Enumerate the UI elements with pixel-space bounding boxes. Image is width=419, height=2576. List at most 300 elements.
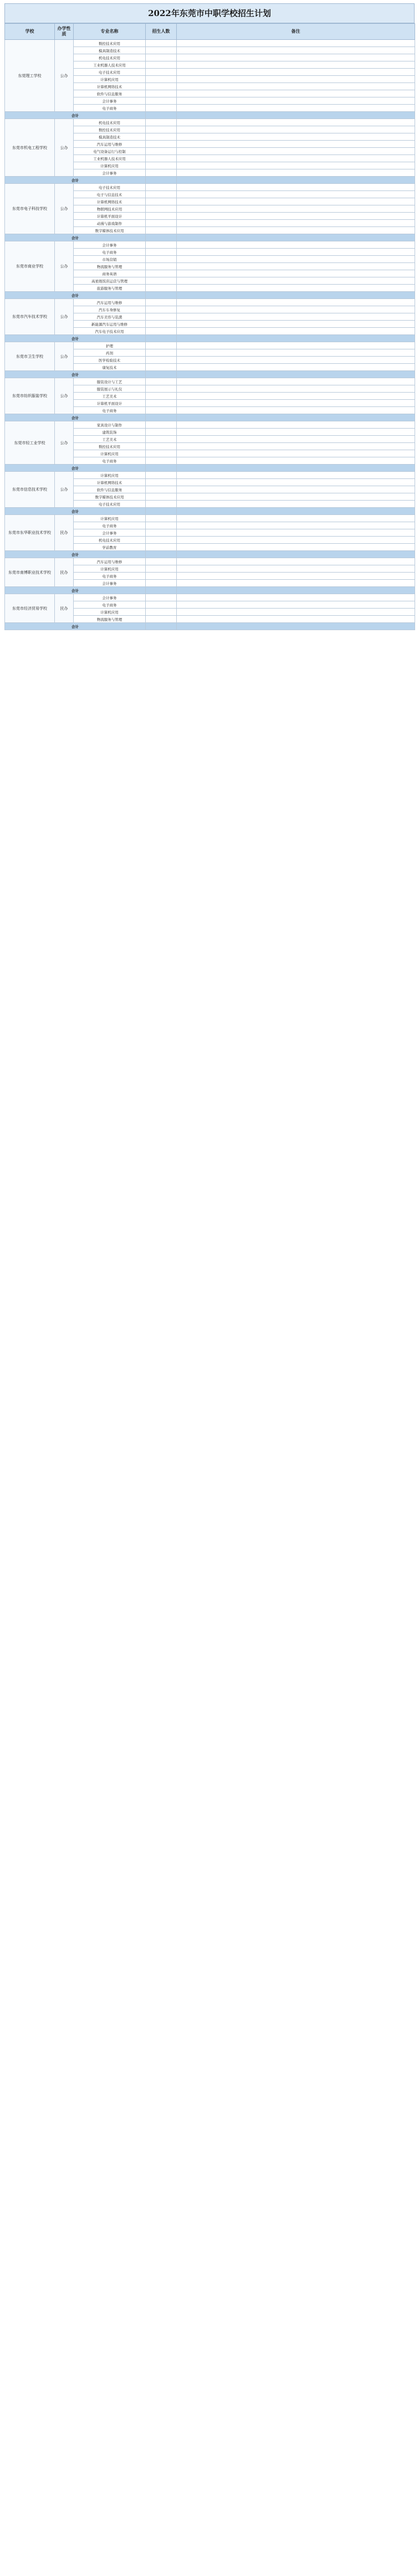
subtotal-count xyxy=(146,465,177,472)
subtotal-count xyxy=(146,414,177,421)
note-cell xyxy=(177,443,415,450)
school-name-cell: 东莞市卫生学校 xyxy=(5,342,55,371)
major-cell: 高星级饭店运营与管理 xyxy=(74,277,146,285)
count-cell xyxy=(146,155,177,162)
major-cell: 模具制造技术 xyxy=(74,133,146,141)
school-name-cell: 东莞市南博职业技术学校 xyxy=(5,558,55,587)
note-cell xyxy=(177,429,415,436)
major-cell: 服装设计与工艺 xyxy=(74,378,146,385)
major-cell: 汽车运用与维修 xyxy=(74,299,146,306)
major-cell: 商务英语 xyxy=(74,270,146,277)
note-cell xyxy=(177,155,415,162)
subtotal-row xyxy=(5,234,415,241)
school-type-cell: 公办 xyxy=(55,378,74,414)
subtotal-row xyxy=(5,465,415,472)
school-type-cell: 公办 xyxy=(55,40,74,112)
count-cell xyxy=(146,256,177,263)
school-name-cell: 东莞市汽车技术学校 xyxy=(5,299,55,335)
subtotal-row xyxy=(5,508,415,515)
subtotal-note xyxy=(177,292,415,299)
note-cell xyxy=(177,105,415,112)
major-cell: 电子商务 xyxy=(74,249,146,256)
school-name-cell: 东莞市机电工程学校 xyxy=(5,119,55,177)
major-cell: 电子技术应用 xyxy=(74,184,146,191)
note-cell xyxy=(177,162,415,169)
note-cell xyxy=(177,69,415,76)
school-type-cell: 民办 xyxy=(55,594,74,623)
note-cell xyxy=(177,306,415,313)
count-cell xyxy=(146,54,177,61)
enrollment-table xyxy=(4,23,415,630)
count-cell xyxy=(146,357,177,364)
count-cell xyxy=(146,249,177,256)
major-cell: 计算机网络技术 xyxy=(74,479,146,486)
count-cell xyxy=(146,162,177,169)
school-name-cell: 东莞市信息技术学校 xyxy=(5,472,55,508)
major-cell: 计算机应用 xyxy=(74,472,146,479)
subtotal-note xyxy=(177,465,415,472)
subtotal-note xyxy=(177,508,415,515)
note-cell xyxy=(177,241,415,249)
subtotal-label: 合计 xyxy=(5,587,146,594)
major-cell: 电子技术应用 xyxy=(74,501,146,508)
school-type-cell: 公办 xyxy=(55,421,74,465)
school-name-cell: 东莞市电子科技学校 xyxy=(5,184,55,234)
count-cell xyxy=(146,580,177,587)
major-cell: 动漫与游戏制作 xyxy=(74,220,146,227)
count-cell xyxy=(146,501,177,508)
major-cell: 数字媒体技术应用 xyxy=(74,227,146,234)
table-row xyxy=(5,421,415,429)
subtotal-note xyxy=(177,112,415,119)
note-cell xyxy=(177,277,415,285)
major-cell: 软件与信息服务 xyxy=(74,486,146,493)
school-name-cell: 东莞市商业学校 xyxy=(5,241,55,292)
major-cell: 计算机网络技术 xyxy=(74,83,146,90)
page xyxy=(4,3,415,630)
table-row xyxy=(5,594,415,601)
subtotal-label: 合计 xyxy=(5,292,146,299)
count-cell xyxy=(146,119,177,126)
count-cell xyxy=(146,429,177,436)
table-row xyxy=(5,40,415,47)
note-cell xyxy=(177,457,415,465)
note-cell xyxy=(177,450,415,457)
note-cell xyxy=(177,594,415,601)
count-cell xyxy=(146,169,177,177)
note-cell xyxy=(177,400,415,407)
count-cell xyxy=(146,565,177,573)
subtotal-note xyxy=(177,623,415,630)
major-cell: 家具设计与制作 xyxy=(74,421,146,429)
note-cell xyxy=(177,357,415,364)
note-cell xyxy=(177,364,415,371)
count-cell xyxy=(146,436,177,443)
major-cell: 电子与信息技术 xyxy=(74,191,146,198)
major-cell: 会计事务 xyxy=(74,529,146,537)
table-row xyxy=(5,184,415,191)
count-cell xyxy=(146,472,177,479)
count-cell xyxy=(146,479,177,486)
major-cell: 工艺美术 xyxy=(74,436,146,443)
column-header: 学校 xyxy=(5,24,55,40)
major-cell: 康复技术 xyxy=(74,364,146,371)
count-cell xyxy=(146,493,177,501)
table-row xyxy=(5,515,415,522)
note-cell xyxy=(177,385,415,393)
note-cell xyxy=(177,580,415,587)
count-cell xyxy=(146,328,177,335)
note-cell xyxy=(177,256,415,263)
major-cell: 计算机网络技术 xyxy=(74,198,146,205)
major-cell: 机电技术应用 xyxy=(74,54,146,61)
school-type-cell: 公办 xyxy=(55,119,74,177)
major-cell: 汽车车身修复 xyxy=(74,306,146,313)
count-cell xyxy=(146,97,177,105)
count-cell xyxy=(146,126,177,133)
school-type-cell: 公办 xyxy=(55,342,74,371)
subtotal-count xyxy=(146,292,177,299)
major-cell: 计算机应用 xyxy=(74,565,146,573)
subtotal-note xyxy=(177,177,415,184)
count-cell xyxy=(146,205,177,213)
count-cell xyxy=(146,270,177,277)
school-name-cell: 东莞市纺织服装学校 xyxy=(5,378,55,414)
note-cell xyxy=(177,601,415,609)
note-cell xyxy=(177,61,415,69)
count-cell xyxy=(146,105,177,112)
count-cell xyxy=(146,69,177,76)
subtotal-count xyxy=(146,177,177,184)
count-cell xyxy=(146,529,177,537)
subtotal-count xyxy=(146,371,177,378)
note-cell xyxy=(177,378,415,385)
note-cell xyxy=(177,249,415,256)
major-cell: 模具制造技术 xyxy=(74,47,146,54)
table-row xyxy=(5,558,415,565)
table-row xyxy=(5,342,415,349)
table-row xyxy=(5,378,415,385)
note-cell xyxy=(177,133,415,141)
note-cell xyxy=(177,537,415,544)
count-cell xyxy=(146,544,177,551)
table-body xyxy=(5,40,415,630)
count-cell xyxy=(146,457,177,465)
school-type-cell: 公办 xyxy=(55,241,74,292)
count-cell xyxy=(146,285,177,292)
note-cell xyxy=(177,148,415,155)
note-cell xyxy=(177,83,415,90)
major-cell: 电子技术应用 xyxy=(74,69,146,76)
count-cell xyxy=(146,191,177,198)
major-cell: 会计事务 xyxy=(74,580,146,587)
subtotal-count xyxy=(146,551,177,558)
note-cell xyxy=(177,76,415,83)
column-header: 招生人数 xyxy=(146,24,177,40)
count-cell xyxy=(146,306,177,313)
major-cell: 会计事务 xyxy=(74,241,146,249)
note-cell xyxy=(177,47,415,54)
note-cell xyxy=(177,321,415,328)
major-cell: 建筑装饰 xyxy=(74,429,146,436)
count-cell xyxy=(146,378,177,385)
note-cell xyxy=(177,205,415,213)
note-cell xyxy=(177,119,415,126)
subtotal-note xyxy=(177,335,415,342)
school-type-cell: 民办 xyxy=(55,558,74,587)
major-cell: 电气设备运行与控制 xyxy=(74,148,146,155)
count-cell xyxy=(146,515,177,522)
major-cell: 汽车美容与装潢 xyxy=(74,313,146,321)
note-cell xyxy=(177,328,415,335)
count-cell xyxy=(146,61,177,69)
note-cell xyxy=(177,529,415,537)
major-cell: 工艺美术 xyxy=(74,393,146,400)
subtotal-label: 合计 xyxy=(5,335,146,342)
major-cell: 物联网技术应用 xyxy=(74,205,146,213)
subtotal-count xyxy=(146,587,177,594)
note-cell xyxy=(177,342,415,349)
subtotal-label: 合计 xyxy=(5,623,146,630)
note-cell xyxy=(177,436,415,443)
count-cell xyxy=(146,393,177,400)
note-cell xyxy=(177,270,415,277)
count-cell xyxy=(146,227,177,234)
count-cell xyxy=(146,342,177,349)
school-type-cell: 公办 xyxy=(55,472,74,508)
major-cell: 物流服务与管理 xyxy=(74,616,146,623)
major-cell: 软件与信息服务 xyxy=(74,90,146,97)
note-cell xyxy=(177,191,415,198)
subtotal-note xyxy=(177,234,415,241)
note-cell xyxy=(177,198,415,205)
count-cell xyxy=(146,421,177,429)
school-name-cell: 东莞市经济贸易学校 xyxy=(5,594,55,623)
major-cell: 计算机平面设计 xyxy=(74,213,146,220)
subtotal-row xyxy=(5,112,415,119)
subtotal-label: 合计 xyxy=(5,508,146,515)
count-cell xyxy=(146,486,177,493)
note-cell xyxy=(177,349,415,357)
note-cell xyxy=(177,616,415,623)
note-cell xyxy=(177,522,415,529)
school-type-cell: 民办 xyxy=(55,515,74,551)
count-cell xyxy=(146,558,177,565)
subtotal-row xyxy=(5,177,415,184)
major-cell: 电子商务 xyxy=(74,522,146,529)
subtotal-count xyxy=(146,508,177,515)
count-cell xyxy=(146,90,177,97)
major-cell: 数字媒体技术应用 xyxy=(74,493,146,501)
note-cell xyxy=(177,609,415,616)
note-cell xyxy=(177,393,415,400)
count-cell xyxy=(146,198,177,205)
count-cell xyxy=(146,450,177,457)
column-header: 备注 xyxy=(177,24,415,40)
major-cell: 汽车电子技术应用 xyxy=(74,328,146,335)
note-cell xyxy=(177,486,415,493)
table-header-row xyxy=(5,24,415,40)
major-cell: 药剂 xyxy=(74,349,146,357)
column-header: 专业名称 xyxy=(74,24,146,40)
table-row xyxy=(5,119,415,126)
count-cell xyxy=(146,443,177,450)
major-cell: 学前教育 xyxy=(74,544,146,551)
major-cell: 数控技术应用 xyxy=(74,40,146,47)
note-cell xyxy=(177,501,415,508)
count-cell xyxy=(146,522,177,529)
subtotal-row xyxy=(5,371,415,378)
major-cell: 计算机应用 xyxy=(74,609,146,616)
major-cell: 工业机器人技术应用 xyxy=(74,61,146,69)
note-cell xyxy=(177,220,415,227)
major-cell: 市场营销 xyxy=(74,256,146,263)
note-cell xyxy=(177,213,415,220)
school-type-cell: 公办 xyxy=(55,299,74,335)
major-cell: 会计事务 xyxy=(74,169,146,177)
note-cell xyxy=(177,169,415,177)
school-type-cell: 公办 xyxy=(55,184,74,234)
major-cell: 医学检验技术 xyxy=(74,357,146,364)
subtotal-label: 合计 xyxy=(5,177,146,184)
count-cell xyxy=(146,407,177,414)
count-cell xyxy=(146,220,177,227)
count-cell xyxy=(146,40,177,47)
subtotal-row xyxy=(5,292,415,299)
note-cell xyxy=(177,479,415,486)
major-cell: 服装展示与礼仪 xyxy=(74,385,146,393)
major-cell: 计算机应用 xyxy=(74,450,146,457)
major-cell: 汽车运用与维修 xyxy=(74,558,146,565)
count-cell xyxy=(146,616,177,623)
subtotal-count xyxy=(146,234,177,241)
count-cell xyxy=(146,601,177,609)
note-cell xyxy=(177,472,415,479)
major-cell: 计算机应用 xyxy=(74,76,146,83)
count-cell xyxy=(146,241,177,249)
major-cell: 数控技术应用 xyxy=(74,126,146,133)
count-cell xyxy=(146,213,177,220)
major-cell: 电子商务 xyxy=(74,457,146,465)
count-cell xyxy=(146,277,177,285)
subtotal-note xyxy=(177,587,415,594)
note-cell xyxy=(177,299,415,306)
major-cell: 物流服务与管理 xyxy=(74,263,146,270)
subtotal-count xyxy=(146,335,177,342)
count-cell xyxy=(146,47,177,54)
major-cell: 汽车运用与维修 xyxy=(74,141,146,148)
count-cell xyxy=(146,385,177,393)
count-cell xyxy=(146,133,177,141)
major-cell: 计算机应用 xyxy=(74,515,146,522)
count-cell xyxy=(146,400,177,407)
count-cell xyxy=(146,594,177,601)
note-cell xyxy=(177,141,415,148)
major-cell: 电子商务 xyxy=(74,105,146,112)
subtotal-row xyxy=(5,623,415,630)
major-cell: 会计事务 xyxy=(74,97,146,105)
major-cell: 数控技术应用 xyxy=(74,443,146,450)
subtotal-label: 合计 xyxy=(5,414,146,421)
note-cell xyxy=(177,90,415,97)
major-cell: 护理 xyxy=(74,342,146,349)
count-cell xyxy=(146,148,177,155)
count-cell xyxy=(146,537,177,544)
count-cell xyxy=(146,321,177,328)
page-title: 2022年东莞市中职学校招生计划 xyxy=(4,3,415,23)
subtotal-label: 合计 xyxy=(5,112,146,119)
note-cell xyxy=(177,313,415,321)
subtotal-row xyxy=(5,414,415,421)
subtotal-label: 合计 xyxy=(5,234,146,241)
note-cell xyxy=(177,493,415,501)
subtotal-count xyxy=(146,623,177,630)
note-cell xyxy=(177,227,415,234)
major-cell: 机电技术应用 xyxy=(74,119,146,126)
count-cell xyxy=(146,141,177,148)
table-row xyxy=(5,472,415,479)
count-cell xyxy=(146,364,177,371)
note-cell xyxy=(177,558,415,565)
major-cell: 机电技术应用 xyxy=(74,537,146,544)
table-row xyxy=(5,241,415,249)
count-cell xyxy=(146,573,177,580)
note-cell xyxy=(177,126,415,133)
count-cell xyxy=(146,609,177,616)
count-cell xyxy=(146,349,177,357)
major-cell: 新能源汽车运用与维修 xyxy=(74,321,146,328)
note-cell xyxy=(177,421,415,429)
school-name-cell: 东莞理工学校 xyxy=(5,40,55,112)
note-cell xyxy=(177,263,415,270)
major-cell: 旅游服务与管理 xyxy=(74,285,146,292)
note-cell xyxy=(177,407,415,414)
subtotal-note xyxy=(177,371,415,378)
note-cell xyxy=(177,573,415,580)
school-name-cell: 东莞市东华职业技术学校 xyxy=(5,515,55,551)
major-cell: 计算机应用 xyxy=(74,162,146,169)
major-cell: 电子商务 xyxy=(74,573,146,580)
table-row xyxy=(5,299,415,306)
note-cell xyxy=(177,184,415,191)
note-cell xyxy=(177,285,415,292)
major-cell: 电子商务 xyxy=(74,601,146,609)
count-cell xyxy=(146,76,177,83)
count-cell xyxy=(146,184,177,191)
count-cell xyxy=(146,83,177,90)
subtotal-label: 合计 xyxy=(5,371,146,378)
subtotal-label: 合计 xyxy=(5,551,146,558)
major-cell: 会计事务 xyxy=(74,594,146,601)
note-cell xyxy=(177,515,415,522)
note-cell xyxy=(177,54,415,61)
subtotal-note xyxy=(177,551,415,558)
school-name-cell: 东莞市轻工业学校 xyxy=(5,421,55,465)
note-cell xyxy=(177,565,415,573)
note-cell xyxy=(177,544,415,551)
subtotal-row xyxy=(5,587,415,594)
subtotal-label: 合计 xyxy=(5,465,146,472)
count-cell xyxy=(146,313,177,321)
subtotal-row xyxy=(5,551,415,558)
count-cell xyxy=(146,263,177,270)
major-cell: 电子商务 xyxy=(74,407,146,414)
major-cell: 计算机平面设计 xyxy=(74,400,146,407)
subtotal-count xyxy=(146,112,177,119)
subtotal-row xyxy=(5,335,415,342)
count-cell xyxy=(146,299,177,306)
note-cell xyxy=(177,40,415,47)
